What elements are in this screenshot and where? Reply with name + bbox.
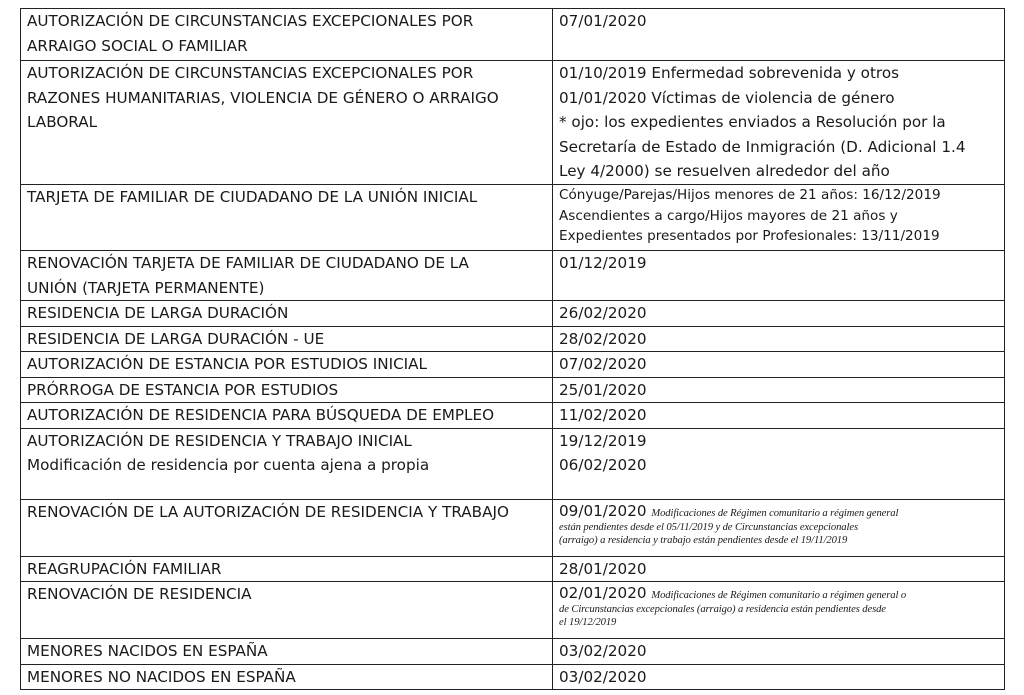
fecha-cell xyxy=(553,582,1005,639)
tramite-cell: MENORES NO NACIDOS EN ESPAÑA xyxy=(21,664,553,690)
fecha-line: * ojo: los expedientes enviados a Resolución por la xyxy=(559,113,946,131)
table-row xyxy=(21,377,1005,403)
fecha-line: Secretaría de Estado de Inmigración (D. Adicional 1.4 xyxy=(559,137,966,156)
table-row xyxy=(21,428,1005,499)
tramite-cell: AUTORIZACIÓN DE ESTANCIA POR ESTUDIOS INICIAL xyxy=(21,352,553,378)
fecha-cell: 28/02/2020 xyxy=(553,326,1005,352)
fecha-cell xyxy=(553,428,1005,499)
fecha-line: Ascendientes a cargo/Hijos mayores de 21 años y xyxy=(559,207,898,224)
tramite-line: UNIÓN (TARJETA PERMANENTE) xyxy=(27,278,265,297)
fecha-cell xyxy=(553,185,1005,251)
table-row xyxy=(21,9,1005,61)
tramite-cell xyxy=(21,185,553,251)
fecha-cell xyxy=(553,251,1005,301)
fecha-cell xyxy=(553,499,1005,556)
table-row xyxy=(21,556,1005,582)
tramite-cell xyxy=(21,9,553,61)
tramite-line: Modificación de residencia por cuenta ajena a propia xyxy=(27,456,430,474)
table-row xyxy=(21,326,1005,352)
fecha-note: (arraigo) a residencia y trabajo están pendientes desde el 19/11/2019 xyxy=(559,534,848,546)
table-row xyxy=(21,499,1005,556)
fecha-note: el 19/12/2019 xyxy=(559,617,617,628)
tramite-cell: PRÓRROGA DE ESTANCIA POR ESTUDIOS xyxy=(21,377,553,403)
tramite-line: AUTORIZACIÓN DE CIRCUNSTANCIAS EXCEPCIONALES POR xyxy=(27,64,474,82)
tramite-cell xyxy=(21,251,553,301)
tramite-cell xyxy=(21,428,553,499)
fecha-line: 19/12/2019 xyxy=(559,431,647,450)
tramite-cell xyxy=(21,61,553,185)
tramite-cell: RESIDENCIA DE LARGA DURACIÓN - UE xyxy=(21,326,553,352)
table-row xyxy=(21,61,1005,185)
fecha-cell: 28/01/2020 xyxy=(553,556,1005,582)
table-row xyxy=(21,301,1005,327)
tramite-line: TARJETA DE FAMILIAR DE CIUDADANO DE LA UNIÓN INICIAL xyxy=(27,188,478,206)
fecha-date: 02/01/2020 xyxy=(559,584,647,602)
table-row xyxy=(21,582,1005,639)
fecha-line: 01/10/2019 Enfermedad sobrevenida y otros xyxy=(559,64,900,82)
fecha-note: Modificaciones de Régimen comunitario a régimen general o xyxy=(651,590,907,601)
fecha-line: Ley 4/2000) se resuelven alrededor del año xyxy=(559,162,890,180)
fecha-note: están pendientes desde el 05/11/2019 y de Circunstancias excepcionales xyxy=(559,521,858,533)
tramite-line: ARRAIGO SOCIAL O FAMILIAR xyxy=(27,36,248,55)
table-row xyxy=(21,185,1005,251)
fecha-date: 09/01/2020 xyxy=(559,501,647,520)
fecha-cell: 03/02/2020 xyxy=(553,639,1005,665)
tramite-cell: AUTORIZACIÓN DE RESIDENCIA PARA BÚSQUEDA DE EMPLEO xyxy=(21,403,553,429)
tramite-line: AUTORIZACIÓN DE RESIDENCIA Y TRABAJO INICIAL xyxy=(27,431,412,450)
fecha-line: Cónyuge/Parejas/Hijos menores de 21 años: 16/12/2019 xyxy=(559,187,941,203)
fecha-line: 06/02/2020 xyxy=(559,456,647,474)
fecha-line: 07/01/2020 xyxy=(559,12,647,30)
table-row xyxy=(21,664,1005,690)
tramite-cell: RENOVACIÓN DE LA AUTORIZACIÓN DE RESIDENCIA Y TRABAJO xyxy=(21,499,553,556)
fecha-note: Modificaciones de Régimen comunitario a régimen general xyxy=(651,507,899,519)
fecha-line: 01/01/2020 Víctimas de violencia de género xyxy=(559,88,895,107)
table-row xyxy=(21,639,1005,665)
fecha-cell: 25/01/2020 xyxy=(553,377,1005,403)
table-row xyxy=(21,352,1005,378)
fecha-line: Expedientes presentados por Profesionales: 13/11/2019 xyxy=(559,228,940,244)
fecha-cell xyxy=(553,61,1005,185)
fecha-line: 01/12/2019 xyxy=(559,254,647,272)
tramite-line: AUTORIZACIÓN DE CIRCUNSTANCIAS EXCEPCIONALES POR xyxy=(27,12,474,30)
fecha-cell: 07/02/2020 xyxy=(553,352,1005,378)
fecha-cell: 03/02/2020 xyxy=(553,664,1005,690)
fecha-cell: 26/02/2020 xyxy=(553,301,1005,327)
tramite-line: RAZONES HUMANITARIAS, VIOLENCIA DE GÉNERO O ARRAIGO xyxy=(27,88,499,107)
fecha-cell: 11/02/2020 xyxy=(553,403,1005,429)
tramite-line: LABORAL xyxy=(27,113,98,131)
tramite-cell: REAGRUPACIÓN FAMILIAR xyxy=(21,556,553,582)
table-row xyxy=(21,403,1005,429)
tramite-cell: RESIDENCIA DE LARGA DURACIÓN xyxy=(21,301,553,327)
fecha-cell xyxy=(553,9,1005,61)
tramite-cell: RENOVACIÓN DE RESIDENCIA xyxy=(21,582,553,639)
processing-dates-table xyxy=(20,8,1005,690)
table-row xyxy=(21,251,1005,301)
tramite-line: RENOVACIÓN TARJETA DE FAMILIAR DE CIUDADANO DE LA xyxy=(27,254,469,272)
fecha-note: de Circunstancias excepcionales (arraigo) a residencia están pendientes desde xyxy=(559,604,886,615)
tramite-cell: MENORES NACIDOS EN ESPAÑA xyxy=(21,639,553,665)
